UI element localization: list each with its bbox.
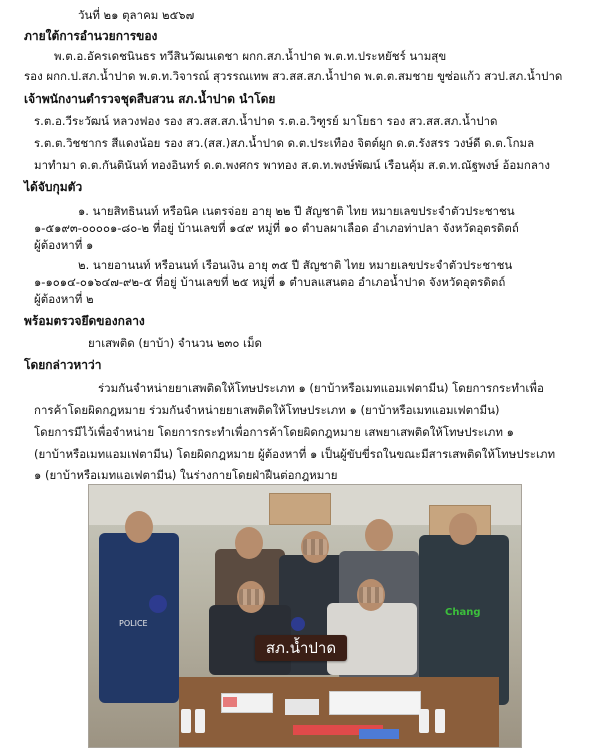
officers-line-3: มาทำมา ด.ต.กันตินันท์ ทองอินทร์ ด.ต.พงศกร พาทอง ส.ต.ท.พงษ์พัฒน์ เรือนคุ้ม ส.ต.ท.ณัฐพงษ์ อ้อมกลาง [34, 158, 550, 172]
charges-line-1: ร่วมกันจำหน่ายยาเสพติดให้โทษประเภท ๑ (ยาบ้าหรือเมทแอมเฟตามีน) โดยการกระทำเพื่อ [98, 381, 544, 395]
officer-figure [99, 533, 179, 703]
date-line: วันที่ ๒๑ ตุลาคม ๒๕๖๗ [78, 8, 195, 22]
person-head [235, 527, 263, 559]
command-line-1: พ.ต.อ.อัครเดชนินธร ทวีสินวัฒนเดชา ผกก.สภ.น้ำปาด พ.ต.ท.ประหยัชร์ นามสุข [54, 49, 447, 63]
specimen-bottle [195, 709, 205, 733]
charges-line-4: (ยาบ้าหรือเมทแอมเฟตามีน) โดยผิดกฎหมาย ผู้ต้องหาที่ ๑ เป็นผู้ขับขี่รถในขณะมีสารเสพติดให้โทษประเภท [34, 447, 556, 461]
officers-line-2: ร.ต.ต.วิชชากร สีแดงน้อย รอง สว.(สส.)สภ.น้ำปาด ด.ต.ประเทือง จิตต์ผูก ด.ต.รังสรร วงษ์ดี ด.ต.โกมล [34, 136, 535, 150]
officers-line-1: ร.ต.อ.วีระวัฒน์ หลวงฟอง รอง สว.สส.สภ.น้ำปาด ร.ต.อ.วิฑูรย์ มาโยธา รอง สว.สส.สภ.น้ำปาด [34, 114, 498, 128]
photo-box [269, 493, 331, 525]
charges-line-2: การค้าโดยผิดกฎหมาย ร่วมกันจำหน่ายยาเสพติดให้โทษประเภท ๑ (ยาบ้าหรือเมทแอมเฟตามีน) [34, 403, 500, 417]
charges-line-5: ๑ (ยาบ้าหรือเมทแอเฟตามีน) ในร่างกายโดยฝ่าฝืนต่อกฎหมาย [34, 468, 338, 482]
command-line-2: รอง ผกก.ป.สภ.น้ำปาด พ.ต.ท.วิจารณ์ สุวรรณเทพ สว.สส.สภ.น้ำปาด พ.ต.ต.สมชาย ขูซ่อแก้ว สวป.สภ.น้ำปาด [24, 69, 563, 83]
blurred-face [303, 539, 327, 555]
seized-title: พร้อมตรวจยึดของกลาง [24, 314, 145, 328]
person-head [125, 511, 153, 543]
officers-title: เจ้าพนักงานตำรวจชุดสืบสวน สภ.น้ำปาด นำโดย [24, 92, 276, 106]
evidence-bag [329, 691, 421, 715]
arrested-line-1: ๑. นายสิทธินนท์ หรือนิค เนตรจ่อย อายุ ๒๒ ปี สัญชาติ ไทย หมายเลขประจำตัวประชาชน [78, 204, 515, 218]
evidence-card [359, 729, 399, 739]
shirt-text: POLICE [119, 619, 148, 628]
person-head [449, 513, 477, 545]
charges-line-3: โดยการมีไว้เพื่อจำหน่าย โดยการกระทำเพื่อการค้าโดยผิดกฎหมาย เสพยาเสพติดให้โทษประเภท ๑ [34, 425, 514, 439]
specimen-bottle [435, 709, 445, 733]
shirt-text: Chang [445, 607, 481, 618]
station-sign: สภ.น้ำปาด [255, 635, 347, 661]
arrested-title: ได้จับกุมตัว [24, 180, 83, 194]
command-title: ภายใต้การอำนวยการของ [24, 29, 158, 43]
specimen-bottle [419, 709, 429, 733]
seized-line-1: ยาเสพติด (ยาบ้า) จำนวน ๒๓๐ เม็ด [88, 336, 263, 350]
evidence-bag [285, 699, 319, 715]
arrest-photo [88, 484, 522, 748]
blurred-face [239, 589, 263, 605]
arrested-line-6: ผู้ต้องหาที่ ๒ [34, 292, 94, 306]
evidence-pills [223, 697, 237, 707]
charges-title: โดยกล่าวหาว่า [24, 358, 102, 372]
person-head [365, 519, 393, 551]
arrested-line-5: ๑-๑๐๑๔-๐๑๖๔๗-๙๒-๕ ที่อยู่ บ้านเลขที่ ๒๕ หมู่ที่ ๑ ตำบลแสนตอ อำเภอน้ำปาด จังหวัดอุตรดิตถ์ [34, 275, 506, 289]
blurred-face [359, 587, 383, 603]
arrested-line-3: ผู้ต้องหาที่ ๑ [34, 238, 94, 252]
arrested-line-2: ๑-๕๑๙๓-๐๐๐๐๑-๘๐-๒ ที่อยู่ บ้านเลขที่ ๑๔๙ หมู่ที่ ๑๐ ตำบลผาเลือด อำเภอท่าปลา จังหวัดอุตรดิตถ์ [34, 221, 519, 235]
police-badge-icon [149, 595, 167, 613]
sign-emblem-icon [291, 617, 305, 631]
arrested-line-4: ๒. นายอานนท์ หรือนนท์ เรือนเงิน อายุ ๓๕ ปี สัญชาติ ไทย หมายเลขประจำตัวประชาชน [78, 258, 513, 272]
specimen-bottle [181, 709, 191, 733]
